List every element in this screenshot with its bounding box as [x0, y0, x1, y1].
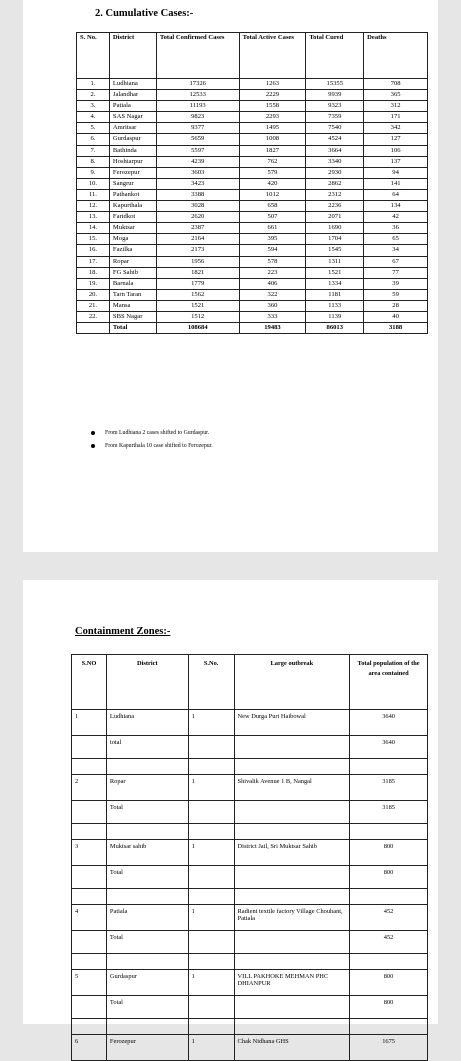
table-cell: 106: [364, 145, 428, 156]
table-cell: 1495: [239, 123, 306, 134]
table-cell: 395: [239, 234, 306, 245]
table-cell: 9377: [156, 123, 239, 134]
table-cell: 1827: [239, 145, 306, 156]
table-cell: Muktsar sahib: [106, 840, 188, 866]
table-cell: Chak Nidhana GHS: [234, 1035, 350, 1061]
table-row: [77, 90, 428, 101]
table-cell: [106, 954, 188, 970]
table-cell: 1562: [156, 289, 239, 300]
table-row: [77, 178, 428, 189]
table-cell: 1008: [239, 134, 306, 145]
table-cell: District Jail, Sri Muktsar Sahib: [234, 840, 350, 866]
table-cell: 2229: [239, 90, 306, 101]
table-cell: 2173: [156, 245, 239, 256]
table-cell: Ropar: [109, 256, 156, 267]
table-cell: 312: [364, 101, 428, 112]
containment-zones-table: [71, 654, 428, 1061]
table-cell: 4: [72, 905, 107, 931]
table-cell: 1704: [306, 234, 364, 245]
table-row: [77, 223, 428, 234]
table-cell: [72, 931, 107, 954]
table-cell: [234, 954, 350, 970]
table-cell: 3185: [350, 775, 428, 801]
table-row: [72, 801, 428, 824]
table-cell: 2312: [306, 189, 364, 200]
table-cell: 1: [188, 775, 234, 801]
table-cell: [106, 889, 188, 905]
table-cell: 3640: [350, 736, 428, 759]
table-row: [77, 278, 428, 289]
col-header-large-outbreak: Large outbreak: [234, 655, 350, 710]
containment-zones-title: Containment Zones:-: [75, 626, 171, 637]
table-cell: 1012: [239, 189, 306, 200]
table-cell: 40: [364, 311, 428, 322]
table-cell: 1: [188, 970, 234, 996]
table-cell: [106, 1019, 188, 1035]
table-cell: 800: [350, 866, 428, 889]
table-cell: 141: [364, 178, 428, 189]
table-row: [72, 840, 428, 866]
table-cell: 708: [364, 79, 428, 90]
table-cell: 762: [239, 156, 306, 167]
table-cell: [72, 889, 107, 905]
table-row: [72, 1019, 428, 1035]
table-cell: [350, 954, 428, 970]
table-cell: 64: [364, 189, 428, 200]
table-cell: 10.: [77, 178, 110, 189]
col-header-sno: S.NO: [72, 655, 107, 710]
table-cell: [234, 824, 350, 840]
table-cell: 36: [364, 223, 428, 234]
table-cell: 2862: [306, 178, 364, 189]
table-cell: Total: [106, 931, 188, 954]
table-cell: 2.: [77, 90, 110, 101]
table-cell: 4.: [77, 112, 110, 123]
table-row: [77, 156, 428, 167]
table-cell: [188, 954, 234, 970]
table-cell: 5659: [156, 134, 239, 145]
table-cell: 1779: [156, 278, 239, 289]
table-cell: 1: [188, 905, 234, 931]
table-cell: 22.: [77, 311, 110, 322]
table-row: [77, 189, 428, 200]
table-header-row: [72, 655, 428, 710]
table-cell: Mansa: [109, 300, 156, 311]
table-cell: 800: [350, 840, 428, 866]
table-cell: 34: [364, 245, 428, 256]
table-cell: New Durga Puri Haibowal: [234, 710, 350, 736]
table-row: [77, 101, 428, 112]
table-cell: Ferozepur: [106, 1035, 188, 1061]
table-cell: 579: [239, 167, 306, 178]
table-row: [77, 79, 428, 90]
table-cell: 452: [350, 931, 428, 954]
table-cell: 8.: [77, 156, 110, 167]
table-cell: 3640: [350, 710, 428, 736]
table-cell: 1690: [306, 223, 364, 234]
table-cell: 1956: [156, 256, 239, 267]
table-cell: [72, 866, 107, 889]
table-cell: [188, 824, 234, 840]
table-cell: 19.: [77, 278, 110, 289]
table-cell: VILL PAKHOKE MEHMAN PHC DHIANPUR: [234, 970, 350, 996]
table-cell: [234, 889, 350, 905]
table-cell: Amritsar: [109, 123, 156, 134]
table-cell: 137: [364, 156, 428, 167]
table-cell: 3.: [77, 101, 110, 112]
table-cell: 1311: [306, 256, 364, 267]
table-cell: 42: [364, 212, 428, 223]
table-cell: Ludhiana: [109, 79, 156, 90]
table-cell: 3: [72, 840, 107, 866]
table-cell: 15.: [77, 234, 110, 245]
table-cell: Total: [106, 801, 188, 824]
cumulative-cases-title: 2. Cumulative Cases:-: [95, 8, 194, 19]
table-cell: [234, 996, 350, 1019]
table-cell: 452: [350, 905, 428, 931]
table-cell: 9323: [306, 101, 364, 112]
table-row: [72, 954, 428, 970]
table-cell: 59: [364, 289, 428, 300]
table-cell: Patiala: [109, 101, 156, 112]
table-cell: [188, 801, 234, 824]
table-cell: [234, 866, 350, 889]
table-row: [72, 710, 428, 736]
table-cell: Hoshiarpur: [109, 156, 156, 167]
table-cell: 20.: [77, 289, 110, 300]
table-cell: 11193: [156, 101, 239, 112]
table-cell: 7359: [306, 112, 364, 123]
table-cell: [72, 954, 107, 970]
table-cell: [188, 1019, 234, 1035]
table-cell: [350, 1019, 428, 1035]
table-cell: Moga: [109, 234, 156, 245]
table-cell: [72, 1019, 107, 1035]
table-cell: 5: [72, 970, 107, 996]
table-cell: 3423: [156, 178, 239, 189]
notes-list: [91, 430, 213, 456]
table-cell: 322: [239, 289, 306, 300]
table-cell: [72, 824, 107, 840]
table-cell: 2293: [239, 112, 306, 123]
table-cell: Kapurthala: [109, 201, 156, 212]
table-cell: Barnala: [109, 278, 156, 289]
table-cell: [188, 889, 234, 905]
table-cell: [72, 996, 107, 1019]
table-row: [72, 889, 428, 905]
table-cell: 2620: [156, 212, 239, 223]
col-header-sub-sno: S.No.: [188, 655, 234, 710]
table-row: [77, 289, 428, 300]
note-item: From Kapurthala 10 case shifted to Ferozepur.: [91, 443, 213, 449]
table-cell: [234, 1019, 350, 1035]
table-cell: 3185: [350, 801, 428, 824]
total-cell: 108684: [156, 323, 239, 334]
table-cell: 127: [364, 134, 428, 145]
table-cell: 342: [364, 123, 428, 134]
table-cell: 9939: [306, 90, 364, 101]
table-cell: 1675: [350, 1035, 428, 1061]
table-cell: [72, 801, 107, 824]
table-row: [72, 759, 428, 775]
table-cell: 1: [72, 710, 107, 736]
table-row: [77, 212, 428, 223]
cumulative-cases-table: [76, 32, 428, 334]
table-cell: 5597: [156, 145, 239, 156]
col-header-confirmed: Total Confirmed Cases: [156, 33, 239, 79]
table-row: [72, 931, 428, 954]
table-cell: FG Sahib: [109, 267, 156, 278]
table-cell: 594: [239, 245, 306, 256]
total-cell: 19483: [239, 323, 306, 334]
table-cell: 18.: [77, 267, 110, 278]
table-row: [72, 736, 428, 759]
table-cell: 1.: [77, 79, 110, 90]
table-cell: 800: [350, 996, 428, 1019]
table-cell: 507: [239, 212, 306, 223]
table-row: [72, 905, 428, 931]
table-cell: 3603: [156, 167, 239, 178]
table-cell: 3340: [306, 156, 364, 167]
table-row: [77, 311, 428, 322]
total-cell: Total: [109, 323, 156, 334]
table-row: [77, 145, 428, 156]
table-cell: Muktsar: [109, 223, 156, 234]
table-cell: Ludhiana: [106, 710, 188, 736]
total-cell: 3188: [364, 323, 428, 334]
table-cell: [188, 931, 234, 954]
table-cell: 7.: [77, 145, 110, 156]
table-cell: Fazilka: [109, 245, 156, 256]
table-cell: [72, 759, 107, 775]
table-cell: Bathinda: [109, 145, 156, 156]
table-cell: 4239: [156, 156, 239, 167]
table-cell: 1334: [306, 278, 364, 289]
table-cell: Pathankot: [109, 189, 156, 200]
table-cell: 1133: [306, 300, 364, 311]
table-cell: 1821: [156, 267, 239, 278]
table-cell: 14.: [77, 223, 110, 234]
table-row: [77, 245, 428, 256]
table-cell: 360: [239, 300, 306, 311]
table-cell: 3664: [306, 145, 364, 156]
table-cell: 16.: [77, 245, 110, 256]
table-cell: 65: [364, 234, 428, 245]
note-item: From Ludhiana 2 cases shifted to Gurdaspur.: [91, 430, 213, 436]
table-row: [77, 134, 428, 145]
table-cell: 1: [188, 840, 234, 866]
table-row: [77, 112, 428, 123]
table-cell: 420: [239, 178, 306, 189]
table-row: [72, 824, 428, 840]
table-cell: Faridkot: [109, 212, 156, 223]
table-row: [72, 866, 428, 889]
table-cell: [350, 759, 428, 775]
col-header-district: District: [109, 33, 156, 79]
table-cell: 94: [364, 167, 428, 178]
table-cell: 28: [364, 300, 428, 311]
table-cell: [188, 996, 234, 1019]
table-cell: 6: [72, 1035, 107, 1061]
table-cell: [106, 759, 188, 775]
table-cell: 11.: [77, 189, 110, 200]
table-cell: 77: [364, 267, 428, 278]
table-cell: 5.: [77, 123, 110, 134]
col-header-cured: Total Cured: [306, 33, 364, 79]
table-cell: 15355: [306, 79, 364, 90]
table-cell: 7540: [306, 123, 364, 134]
table-cell: 1: [188, 1035, 234, 1061]
table-row: [77, 267, 428, 278]
table-header-row: [77, 33, 428, 79]
document-page-1: [23, 0, 438, 552]
table-row: [72, 996, 428, 1019]
table-cell: 1512: [156, 311, 239, 322]
table-cell: [234, 801, 350, 824]
table-cell: 1545: [306, 245, 364, 256]
table-cell: 6.: [77, 134, 110, 145]
document-page-2: [23, 580, 438, 1045]
table-cell: 406: [239, 278, 306, 289]
table-cell: 578: [239, 256, 306, 267]
table-cell: Jalandhar: [109, 90, 156, 101]
table-row: [72, 775, 428, 801]
table-cell: 9823: [156, 112, 239, 123]
table-cell: 2164: [156, 234, 239, 245]
table-cell: 12.: [77, 201, 110, 212]
total-row: [77, 323, 428, 334]
table-cell: [234, 736, 350, 759]
table-cell: Ropar: [106, 775, 188, 801]
table-cell: 223: [239, 267, 306, 278]
table-cell: 800: [350, 970, 428, 996]
table-row: [77, 300, 428, 311]
table-cell: Ferozepur: [109, 167, 156, 178]
table-cell: 333: [239, 311, 306, 322]
total-cell: [77, 323, 110, 334]
table-cell: [234, 759, 350, 775]
col-header-district: District: [106, 655, 188, 710]
table-cell: 3388: [156, 189, 239, 200]
table-row: [77, 123, 428, 134]
table-cell: 2930: [306, 167, 364, 178]
col-header-active: Total Active Cases: [239, 33, 306, 79]
table-cell: 134: [364, 201, 428, 212]
col-header-population: Total population of the area contained: [350, 655, 428, 710]
table-cell: [188, 736, 234, 759]
table-cell: Total: [106, 996, 188, 1019]
table-row: [77, 167, 428, 178]
table-cell: Shivalik Avenue 1 B, Nangal: [234, 775, 350, 801]
table-cell: 661: [239, 223, 306, 234]
table-cell: 2: [72, 775, 107, 801]
table-cell: 1263: [239, 79, 306, 90]
table-cell: 3028: [156, 201, 239, 212]
table-cell: [106, 824, 188, 840]
table-cell: 9.: [77, 167, 110, 178]
col-header-deaths: Deaths: [364, 33, 428, 79]
table-cell: [350, 889, 428, 905]
table-cell: 1521: [156, 300, 239, 311]
table-row: [72, 1035, 428, 1061]
table-cell: SBS Nagar: [109, 311, 156, 322]
table-cell: 2071: [306, 212, 364, 223]
table-cell: [350, 824, 428, 840]
table-row: [77, 234, 428, 245]
table-cell: [188, 759, 234, 775]
table-cell: 13.: [77, 212, 110, 223]
table-cell: 1181: [306, 289, 364, 300]
table-cell: 17326: [156, 79, 239, 90]
table-cell: total: [106, 736, 188, 759]
col-header-sno: S. No.: [77, 33, 110, 79]
table-cell: 365: [364, 90, 428, 101]
table-cell: Sangrur: [109, 178, 156, 189]
table-row: [77, 201, 428, 212]
table-cell: Gurdaspur: [106, 970, 188, 996]
table-cell: 17.: [77, 256, 110, 267]
table-cell: [72, 736, 107, 759]
table-row: [72, 970, 428, 996]
table-cell: 171: [364, 112, 428, 123]
table-cell: 1139: [306, 311, 364, 322]
table-cell: 67: [364, 256, 428, 267]
table-cell: Total: [106, 866, 188, 889]
table-cell: Patiala: [106, 905, 188, 931]
table-cell: Radient textile factory Village Chouhant, Patiala: [234, 905, 350, 931]
table-cell: 12533: [156, 90, 239, 101]
table-cell: [188, 866, 234, 889]
table-cell: 4524: [306, 134, 364, 145]
table-cell: Tarn Taran: [109, 289, 156, 300]
table-cell: [234, 931, 350, 954]
table-cell: Gurdaspur: [109, 134, 156, 145]
table-row: [77, 256, 428, 267]
table-cell: SAS Nagar: [109, 112, 156, 123]
table-cell: 39: [364, 278, 428, 289]
table-cell: 2387: [156, 223, 239, 234]
table-cell: 1: [188, 710, 234, 736]
table-cell: 658: [239, 201, 306, 212]
table-cell: 21.: [77, 300, 110, 311]
table-cell: 1558: [239, 101, 306, 112]
table-cell: 2236: [306, 201, 364, 212]
total-cell: 86013: [306, 323, 364, 334]
table-cell: 1521: [306, 267, 364, 278]
